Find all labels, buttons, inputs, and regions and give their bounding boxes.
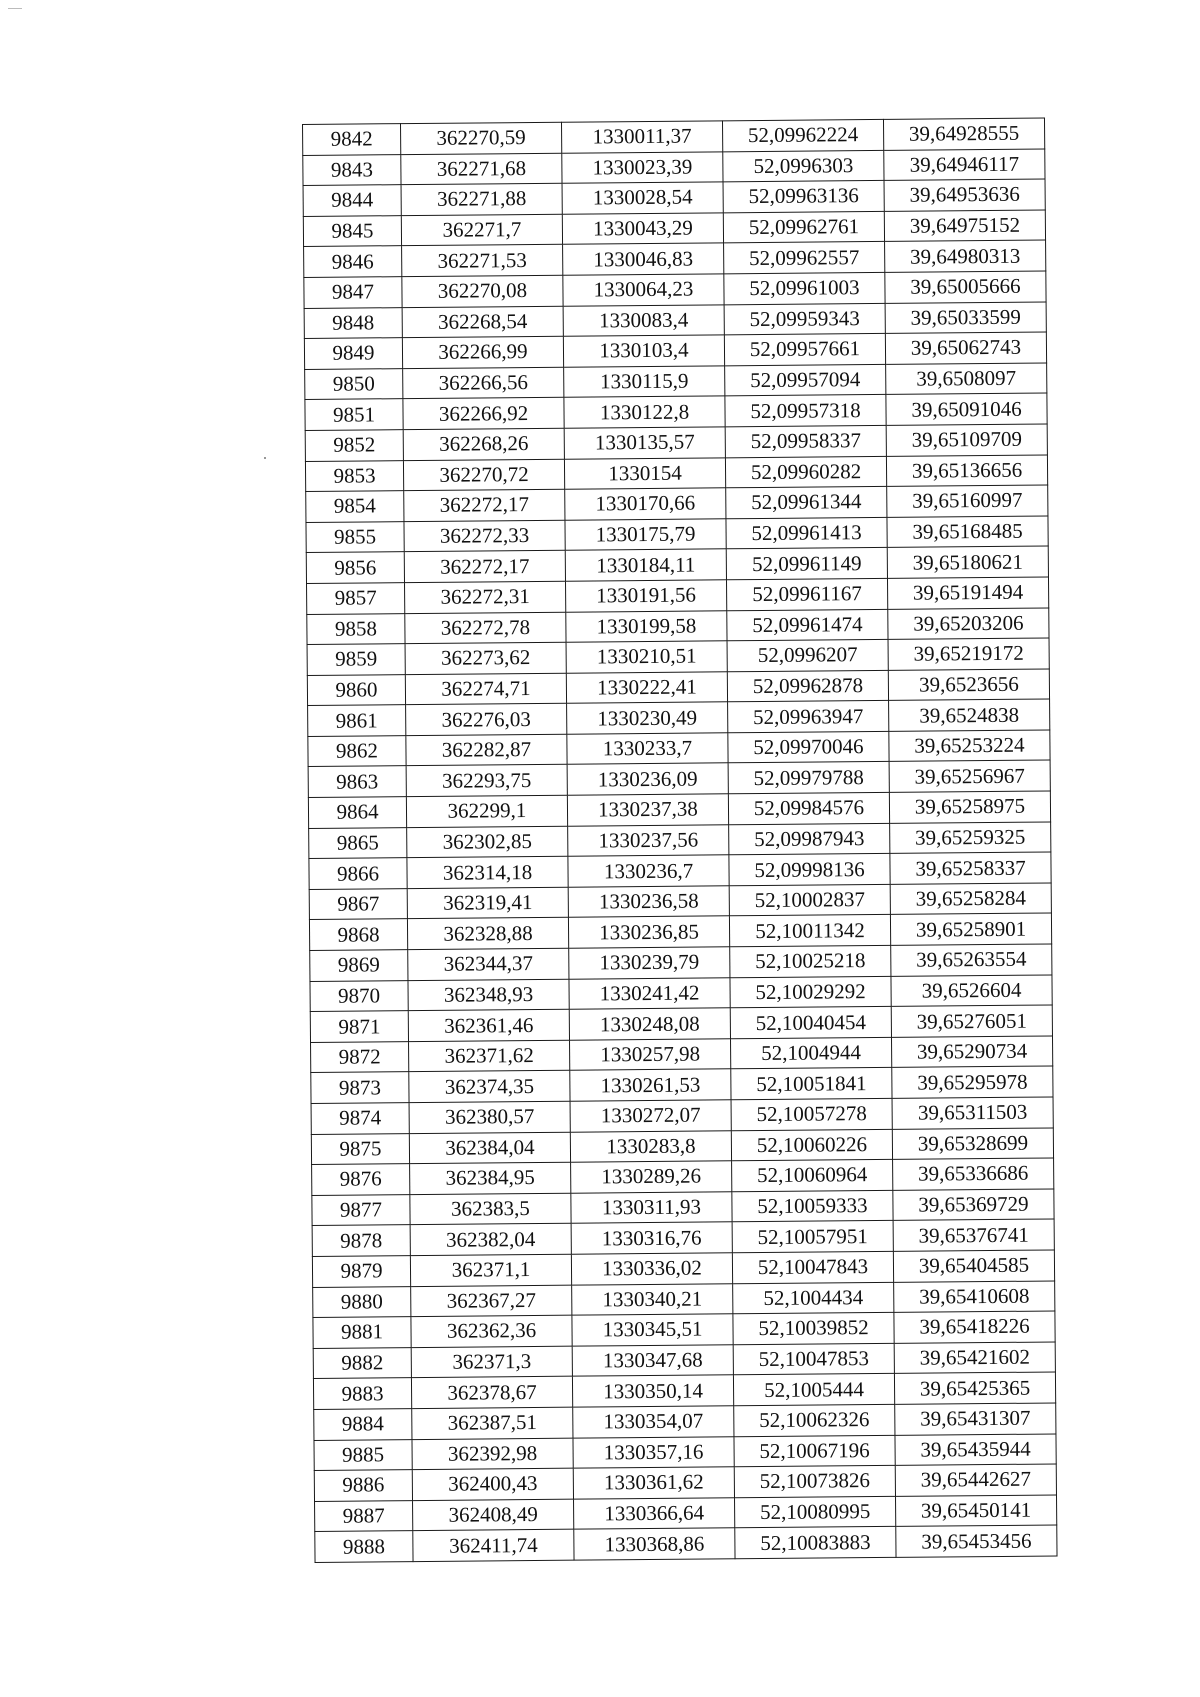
x-coordinate-cell: 362383,5 [410,1193,571,1225]
x-coordinate-cell: 362268,54 [402,306,563,338]
latitude-cell: 52,09961149 [726,548,887,580]
y-coordinate-cell: 1330210,51 [566,641,727,673]
point-number-cell: 9865 [309,827,407,858]
point-number-cell: 9884 [314,1409,412,1440]
point-number-cell: 9885 [314,1439,412,1470]
latitude-cell: 52,09960282 [725,456,886,488]
point-number-cell: 9856 [306,552,404,583]
latitude-cell: 52,09987943 [729,823,890,855]
latitude-cell: 52,10040454 [730,1007,891,1039]
longitude-cell: 39,65336686 [893,1158,1054,1190]
longitude-cell: 39,65062743 [885,332,1046,364]
longitude-cell: 39,65435944 [895,1434,1056,1466]
y-coordinate-cell: 1330170,66 [565,488,726,520]
latitude-cell: 52,09998136 [729,854,890,886]
x-coordinate-cell: 362374,35 [409,1071,570,1103]
point-number-cell: 9881 [313,1317,411,1348]
point-number-cell: 9888 [315,1531,413,1562]
y-coordinate-cell: 1330345,51 [572,1314,733,1346]
point-number-cell: 9857 [307,583,405,614]
point-number-cell: 9862 [308,735,406,766]
x-coordinate-cell: 362270,72 [403,459,564,491]
latitude-cell: 52,09957318 [725,395,886,427]
x-coordinate-cell: 362371,62 [409,1040,570,1072]
point-number-cell: 9859 [307,644,405,675]
latitude-cell: 52,09962224 [722,119,883,151]
latitude-cell: 52,10057951 [732,1221,893,1253]
point-number-cell: 9845 [303,215,401,246]
latitude-cell: 52,0996303 [723,150,884,182]
x-coordinate-cell: 362362,36 [411,1315,572,1347]
point-number-cell: 9846 [304,246,402,277]
longitude-cell: 39,65328699 [892,1128,1053,1160]
y-coordinate-cell: 1330261,53 [570,1069,731,1101]
x-coordinate-cell: 362266,92 [403,398,564,430]
longitude-cell: 39,65311503 [892,1097,1053,1129]
y-coordinate-cell: 1330043,29 [562,213,723,245]
point-number-cell: 9887 [315,1500,413,1531]
y-coordinate-cell: 1330272,07 [570,1100,731,1132]
longitude-cell: 39,65295978 [892,1066,1053,1098]
point-number-cell: 9886 [314,1470,412,1501]
y-coordinate-cell: 1330236,85 [568,916,729,948]
x-coordinate-cell: 362271,68 [401,153,562,185]
y-coordinate-cell: 1330316,76 [571,1222,732,1254]
point-number-cell: 9878 [312,1225,410,1256]
x-coordinate-cell: 362268,26 [403,428,564,460]
point-number-cell: 9851 [305,399,403,430]
x-coordinate-cell: 362387,51 [412,1407,573,1439]
x-coordinate-cell: 362371,1 [410,1254,571,1286]
point-number-cell: 9848 [304,307,402,338]
x-coordinate-cell: 362273,62 [405,642,566,674]
point-number-cell: 9867 [309,888,407,919]
x-coordinate-cell: 362272,17 [404,489,565,521]
longitude-cell: 39,65450141 [895,1495,1056,1527]
y-coordinate-cell: 1330135,57 [564,427,725,459]
longitude-cell: 39,65410608 [894,1281,1055,1313]
longitude-cell: 39,65290734 [891,1036,1052,1068]
longitude-cell: 39,65109709 [886,424,1047,456]
x-coordinate-cell: 362276,03 [406,703,567,735]
longitude-cell: 39,65191494 [887,577,1048,609]
latitude-cell: 52,10080995 [735,1496,896,1528]
y-coordinate-cell: 1330222,41 [566,671,727,703]
longitude-cell: 39,6508097 [886,363,1047,395]
longitude-cell: 39,65258975 [889,791,1050,823]
longitude-cell: 39,65033599 [885,302,1046,334]
y-coordinate-cell: 1330191,56 [565,580,726,612]
longitude-cell: 39,65421602 [894,1342,1055,1374]
y-coordinate-cell: 1330083,4 [563,304,724,336]
point-number-cell: 9879 [312,1256,410,1287]
y-coordinate-cell: 1330336,02 [571,1253,732,1285]
y-coordinate-cell: 1330236,09 [567,763,728,795]
point-number-cell: 9853 [305,460,403,491]
longitude-cell: 39,64980313 [885,240,1046,272]
latitude-cell: 52,10039852 [733,1313,894,1345]
x-coordinate-cell: 362271,7 [401,214,562,246]
y-coordinate-cell: 1330283,8 [570,1130,731,1162]
y-coordinate-cell: 1330154 [564,457,725,489]
latitude-cell: 52,09984576 [728,792,889,824]
latitude-cell: 52,10057278 [731,1098,892,1130]
longitude-cell: 39,65453456 [896,1525,1057,1557]
latitude-cell: 52,1004434 [733,1282,894,1314]
y-coordinate-cell: 1330241,42 [569,977,730,1009]
scan-mark [8,8,22,9]
y-coordinate-cell: 1330289,26 [571,1161,732,1193]
longitude-cell: 39,65256967 [889,760,1050,792]
longitude-cell: 39,65259325 [890,822,1051,854]
x-coordinate-cell: 362271,53 [402,245,563,277]
latitude-cell: 52,10002837 [729,884,890,916]
y-coordinate-cell: 1330257,98 [570,1039,731,1071]
latitude-cell: 52,10083883 [735,1527,896,1559]
y-coordinate-cell: 1330236,58 [568,886,729,918]
longitude-cell: 39,65168485 [887,516,1048,548]
y-coordinate-cell: 1330230,49 [567,702,728,734]
x-coordinate-cell: 362271,88 [401,183,562,215]
longitude-cell: 39,65431307 [895,1403,1056,1435]
latitude-cell: 52,10025218 [730,945,891,977]
point-number-cell: 9870 [310,980,408,1011]
point-number-cell: 9883 [313,1378,411,1409]
latitude-cell: 52,10051841 [731,1068,892,1100]
longitude-cell: 39,65136656 [886,455,1047,487]
y-coordinate-cell: 1330011,37 [561,121,722,153]
latitude-cell: 52,10067196 [734,1435,895,1467]
point-number-cell: 9869 [310,950,408,981]
latitude-cell: 52,09961413 [726,517,887,549]
y-coordinate-cell: 1330023,39 [562,151,723,183]
point-number-cell: 9847 [304,277,402,308]
x-coordinate-cell: 362282,87 [406,734,567,766]
latitude-cell: 52,09961344 [726,487,887,519]
x-coordinate-cell: 362274,71 [405,673,566,705]
x-coordinate-cell: 362400,43 [412,1468,573,1500]
x-coordinate-cell: 362314,18 [407,856,568,888]
longitude-cell: 39,64975152 [884,210,1045,242]
x-coordinate-cell: 362348,93 [408,979,569,1011]
y-coordinate-cell: 1330347,68 [572,1345,733,1377]
y-coordinate-cell: 1330184,11 [565,549,726,581]
longitude-cell: 39,65160997 [887,485,1048,517]
y-coordinate-cell: 1330028,54 [562,182,723,214]
point-number-cell: 9850 [305,368,403,399]
longitude-cell: 39,65404585 [893,1250,1054,1282]
x-coordinate-cell: 362392,98 [412,1438,573,1470]
longitude-cell: 39,64946117 [884,149,1045,181]
latitude-cell: 52,10047853 [733,1343,894,1375]
y-coordinate-cell: 1330361,62 [573,1467,734,1499]
longitude-cell: 39,65442627 [895,1464,1056,1496]
longitude-cell: 39,65369729 [893,1189,1054,1221]
y-coordinate-cell: 1330046,83 [563,243,724,275]
y-coordinate-cell: 1330199,58 [566,610,727,642]
point-number-cell: 9868 [309,919,407,950]
x-coordinate-cell: 362266,99 [402,336,563,368]
y-coordinate-cell: 1330115,9 [564,366,725,398]
longitude-cell: 39,65091046 [886,393,1047,425]
x-coordinate-cell: 362408,49 [413,1499,574,1531]
x-coordinate-cell: 362384,95 [410,1162,571,1194]
latitude-cell: 52,09961003 [724,272,885,304]
point-number-cell: 9874 [311,1103,409,1134]
point-number-cell: 9861 [308,705,406,736]
x-coordinate-cell: 362382,04 [410,1224,571,1256]
point-number-cell: 9864 [308,797,406,828]
y-coordinate-cell: 1330122,8 [564,396,725,428]
latitude-cell: 52,10060226 [731,1129,892,1161]
point-number-cell: 9858 [307,613,405,644]
latitude-cell: 52,09959343 [724,303,885,335]
table-row [315,1525,1057,1562]
x-coordinate-cell: 362384,04 [409,1132,570,1164]
y-coordinate-cell: 1330064,23 [563,274,724,306]
x-coordinate-cell: 362371,3 [411,1346,572,1378]
y-coordinate-cell: 1330237,56 [568,824,729,856]
x-coordinate-cell: 362302,85 [407,826,568,858]
latitude-cell: 52,10029292 [730,976,891,1008]
longitude-cell: 39,6524838 [889,699,1050,731]
latitude-cell: 52,09962878 [727,670,888,702]
y-coordinate-cell: 1330368,86 [574,1528,735,1560]
longitude-cell: 39,65376741 [893,1219,1054,1251]
longitude-cell: 39,65263554 [891,944,1052,976]
latitude-cell: 52,09970046 [728,731,889,763]
longitude-cell: 39,65258901 [890,913,1051,945]
y-coordinate-cell: 1330340,21 [572,1283,733,1315]
longitude-cell: 39,65005666 [885,271,1046,303]
point-number-cell: 9852 [305,430,403,461]
latitude-cell: 52,10047843 [732,1251,893,1283]
latitude-cell: 52,10062326 [734,1404,895,1436]
x-coordinate-cell: 362319,41 [407,887,568,919]
point-number-cell: 9866 [309,858,407,889]
x-coordinate-cell: 362328,88 [407,918,568,950]
longitude-cell: 39,6523656 [888,669,1049,701]
latitude-cell: 52,09979788 [728,762,889,794]
longitude-cell: 39,65180621 [887,546,1048,578]
x-coordinate-cell: 362272,78 [405,612,566,644]
x-coordinate-cell: 362293,75 [406,765,567,797]
point-number-cell: 9877 [312,1194,410,1225]
point-number-cell: 9849 [304,338,402,369]
latitude-cell: 52,10059333 [732,1190,893,1222]
point-number-cell: 9863 [308,766,406,797]
x-coordinate-cell: 362367,27 [411,1285,572,1317]
latitude-cell: 52,10011342 [729,915,890,947]
scan-speck [264,457,266,459]
latitude-cell: 52,10060964 [732,1160,893,1192]
latitude-cell: 52,0996207 [727,639,888,671]
y-coordinate-cell: 1330311,93 [571,1192,732,1224]
latitude-cell: 52,09961167 [726,578,887,610]
x-coordinate-cell: 362272,17 [404,551,565,583]
x-coordinate-cell: 362299,1 [406,795,567,827]
latitude-cell: 52,09963947 [728,701,889,733]
y-coordinate-cell: 1330354,07 [573,1406,734,1438]
point-number-cell: 9873 [311,1072,409,1103]
point-number-cell: 9876 [312,1164,410,1195]
latitude-cell: 52,09963136 [723,181,884,213]
point-number-cell: 9875 [311,1133,409,1164]
x-coordinate-cell: 362266,56 [403,367,564,399]
latitude-cell: 52,09957661 [724,334,885,366]
x-coordinate-cell: 362380,57 [409,1101,570,1133]
y-coordinate-cell: 1330239,79 [569,947,730,979]
point-number-cell: 9844 [303,185,401,216]
longitude-cell: 39,65425365 [894,1372,1055,1404]
x-coordinate-cell: 362378,67 [411,1377,572,1409]
latitude-cell: 52,09958337 [725,425,886,457]
y-coordinate-cell: 1330366,64 [574,1497,735,1529]
y-coordinate-cell: 1330103,4 [563,335,724,367]
longitude-cell: 39,65219172 [888,638,1049,670]
latitude-cell: 52,09962557 [724,242,885,274]
y-coordinate-cell: 1330248,08 [569,1008,730,1040]
point-number-cell: 9872 [311,1041,409,1072]
point-number-cell: 9842 [303,124,401,155]
longitude-cell: 39,6526604 [891,975,1052,1007]
latitude-cell: 52,1005444 [733,1374,894,1406]
y-coordinate-cell: 1330175,79 [565,519,726,551]
y-coordinate-cell: 1330236,7 [568,855,729,887]
latitude-cell: 52,09962761 [723,211,884,243]
x-coordinate-cell: 362361,46 [408,1009,569,1041]
coordinates-table-body [303,118,1058,1562]
x-coordinate-cell: 362272,33 [404,520,565,552]
x-coordinate-cell: 362270,59 [401,122,562,154]
point-number-cell: 9854 [306,491,404,522]
point-number-cell: 9871 [310,1011,408,1042]
y-coordinate-cell: 1330357,16 [573,1436,734,1468]
longitude-cell: 39,65258284 [890,883,1051,915]
latitude-cell: 52,1004944 [730,1037,891,1069]
longitude-cell: 39,65253224 [889,730,1050,762]
y-coordinate-cell: 1330350,14 [572,1375,733,1407]
point-number-cell: 9860 [307,674,405,705]
coordinates-table [302,118,1058,1563]
longitude-cell: 39,64928555 [883,118,1044,150]
point-number-cell: 9855 [306,521,404,552]
longitude-cell: 39,65276051 [891,1005,1052,1037]
longitude-cell: 39,64953636 [884,179,1045,211]
latitude-cell: 52,09961474 [727,609,888,641]
y-coordinate-cell: 1330233,7 [567,733,728,765]
point-number-cell: 9882 [313,1347,411,1378]
x-coordinate-cell: 362411,74 [413,1529,574,1561]
x-coordinate-cell: 362272,31 [405,581,566,613]
y-coordinate-cell: 1330237,38 [567,794,728,826]
longitude-cell: 39,65418226 [894,1311,1055,1343]
x-coordinate-cell: 362344,37 [408,948,569,980]
point-number-cell: 9843 [303,154,401,185]
longitude-cell: 39,65203206 [888,608,1049,640]
x-coordinate-cell: 362270,08 [402,275,563,307]
longitude-cell: 39,65258337 [890,852,1051,884]
point-number-cell: 9880 [313,1286,411,1317]
latitude-cell: 52,09957094 [725,364,886,396]
latitude-cell: 52,10073826 [734,1465,895,1497]
